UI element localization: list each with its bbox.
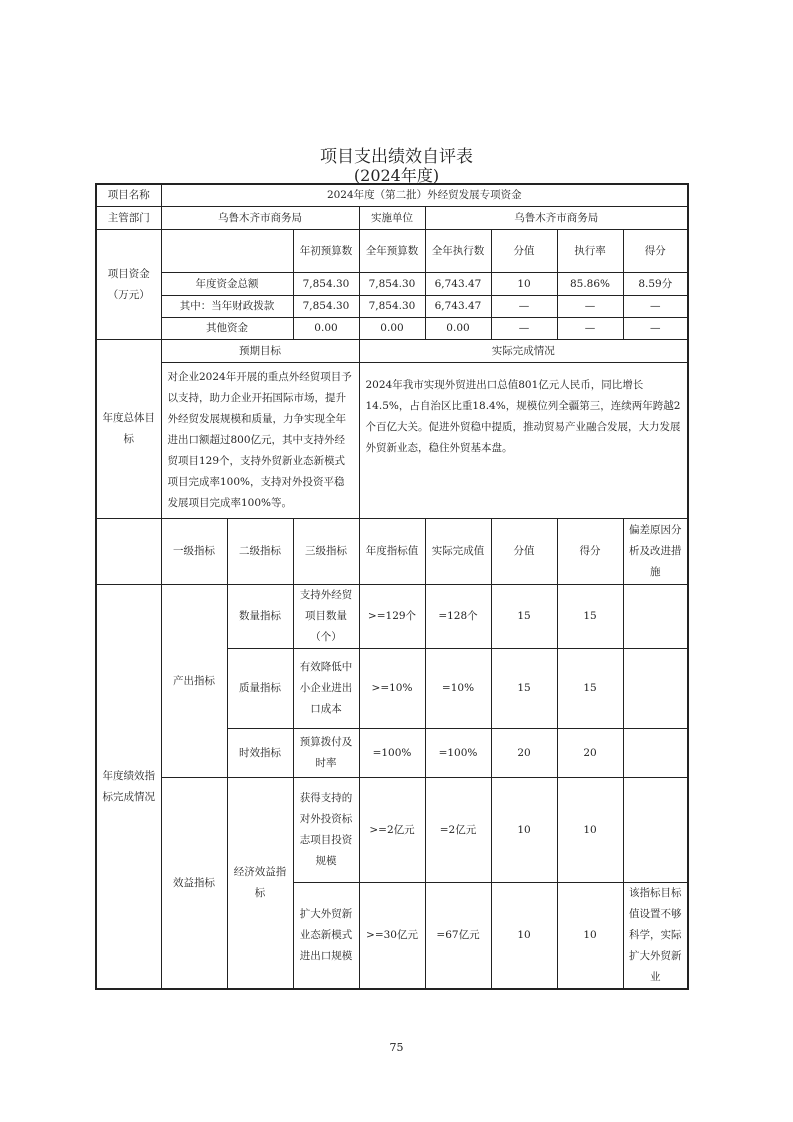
actual-result-header: 实际完成情况 [359,340,688,363]
level2-indicator: 经济效益指标 [227,778,293,990]
funds-header: 执行率 [557,230,623,273]
project-name-label: 项目名称 [96,184,161,207]
funds-row: 其他资金 0.00 0.00 0.00 — — — [96,318,688,340]
goals-label: 年度总体目标 [96,340,161,519]
indicator-row: 时效指标 预算拨付及时率 =100% =100% 20 20 [96,729,688,778]
level1-indicator: 产出指标 [161,585,227,778]
dept: 乌鲁木齐市商务局 [161,207,359,230]
unit: 乌鲁木齐市商务局 [425,207,688,230]
funds-header: 得分 [623,230,688,273]
project-name: 2024年度（第二批）外经贸发展专项资金 [161,184,688,207]
level1-indicator: 效益指标 [161,778,227,990]
funds-label: 项目资金（万元） [96,230,161,340]
actual-result-text: 2024年我市实现外贸进出口总值801亿元人民币，同比增长14.5%，占自治区比重18.4%，规模位列全疆第三，连续两年跨越2个百亿大关。促进外贸稳中提质，推动贸易产业融合发展，大力发展外贸新业态，稳住外贸基本盘。 [359,363,688,519]
indicator-row: 年度绩效指标完成情况 产出指标 数量指标 支持外经贸项目数量（个） >=129个 =128个 15 15 [96,585,688,649]
funds-header: 全年执行数 [425,230,491,273]
level2-indicator: 数量指标 [227,585,293,649]
unit-label: 实施单位 [359,207,425,230]
funds-row: 其中：当年财政拨款 7,854.30 7,854.30 6,743.47 — — — [96,296,688,318]
page-number: 75 [389,1041,404,1054]
indicator-row: 扩大外贸新业态新模式进出口规模 >=30亿元 =67亿元 10 10 该指标目标值设置不够科学，实际扩大外贸新业 [96,883,688,990]
indicator-row: 质量指标 有效降低中小企业进出口成本 >=10% =10% 15 15 [96,649,688,729]
performance-table [95,183,689,990]
expected-goal-text: 对企业2024年开展的重点外经贸项目予以支持，助力企业开拓国际市场，提升外经贸发展规模和质量，力争实现全年进出口额超过800亿元，其中支持外经贸项目129个，支持外贸新业态新模式项目完成率100%，支持对外投资平稳发展项目完成率100%等。 [161,363,359,519]
expected-goal-header: 预期目标 [161,340,359,363]
indicator-row: 效益指标 经济效益指标 获得支持的对外投资标志项目投资规模 >=2亿元 =2亿元 10 10 [96,778,688,883]
funds-row: 年度资金总额 7,854.30 7,854.30 6,743.47 10 85.86% 8.59分 [96,273,688,296]
indicator-section-label: 年度绩效指标完成情况 [96,585,161,990]
funds-header: 年初预算数 [293,230,359,273]
funds-header: 分值 [491,230,557,273]
page-title: 项目支出绩效自评表 [320,147,473,167]
indicator-header-row: 一级指标 二级指标 三级指标 年度指标值 实际完成值 分值 得分 偏差原因分析及改进措施 [96,519,688,585]
funds-header: 全年预算数 [359,230,425,273]
level2-indicator: 质量指标 [227,649,293,729]
dept-label: 主管部门 [96,207,161,230]
page-subtitle: (2024年度) [353,166,440,185]
level2-indicator: 时效指标 [227,729,293,778]
